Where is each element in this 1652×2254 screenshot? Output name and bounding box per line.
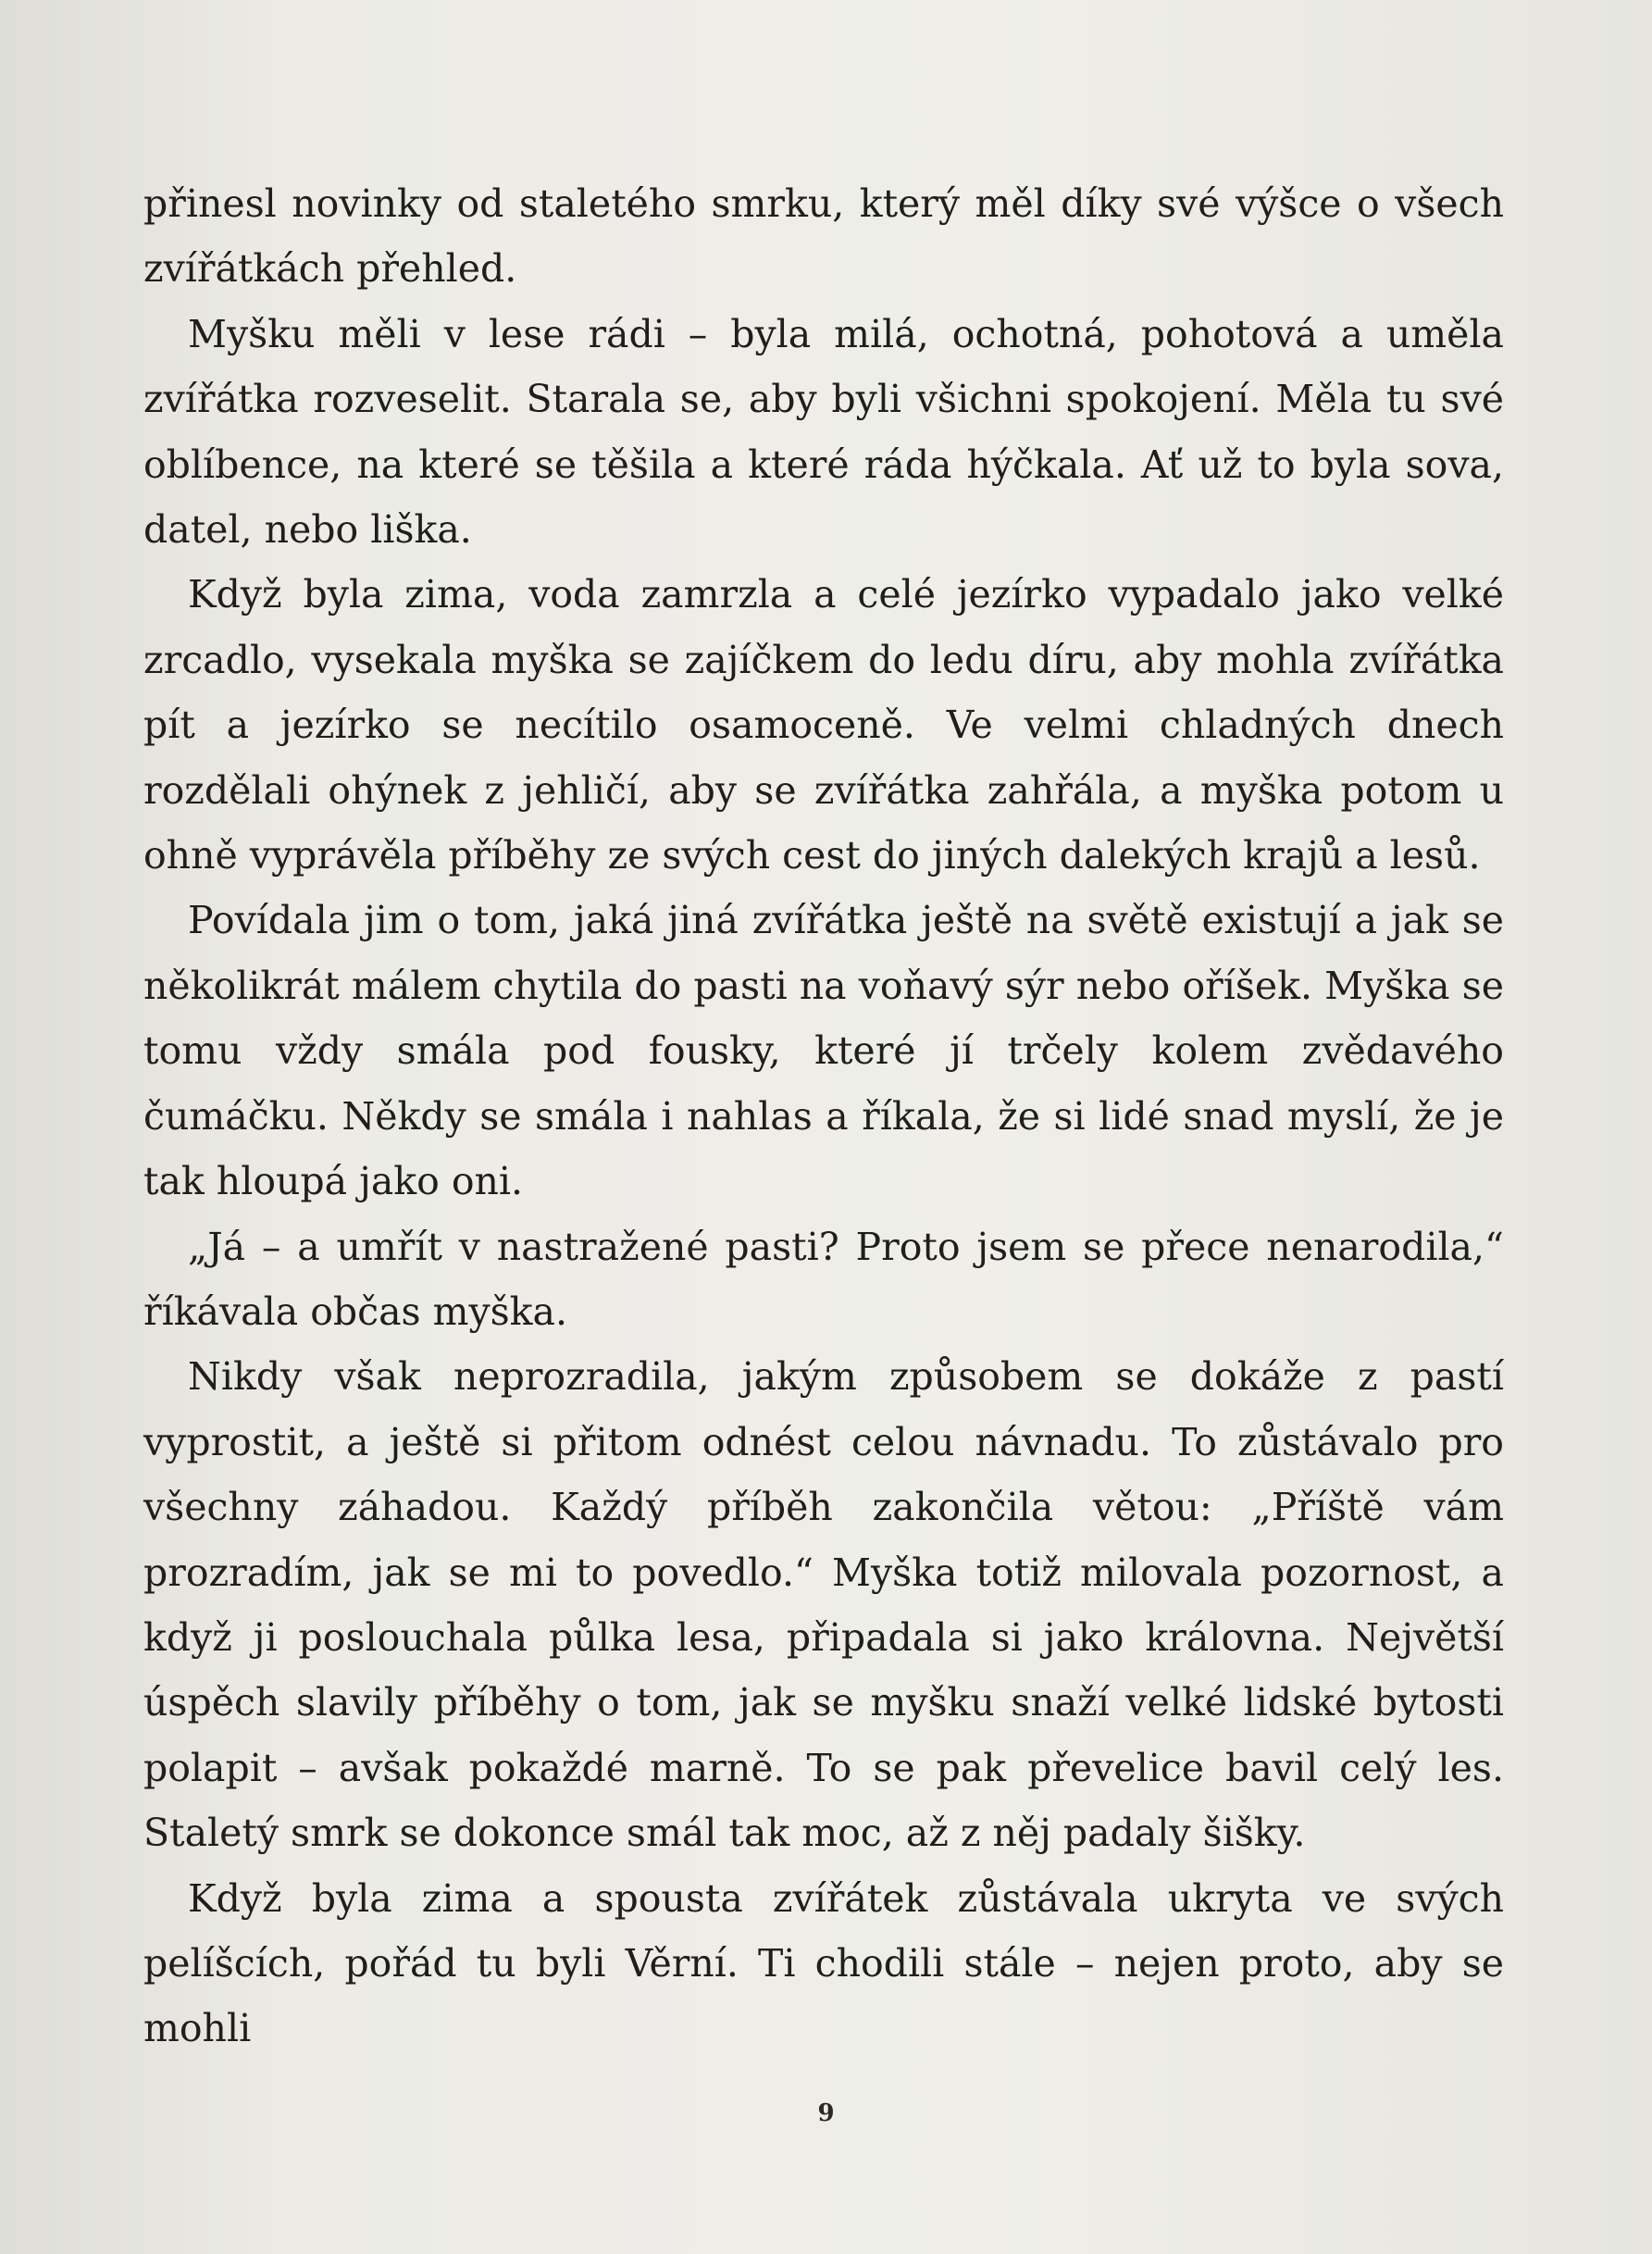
paragraph: „Já – a umřít v nastražené pasti? Proto jsem se přece nenarodila,“ říkávala občas myška.: [143, 1224, 1504, 1334]
body-text: [143, 171, 1504, 2061]
paragraph: Povídala jim o tom, jaká jiná zvířátka ještě na světě existují a jak se několikrát málem chytila do pasti na voňavý sýr nebo oříšek. Myška se tomu vždy smála pod fousky, které jí trčely kolem zvědavého čumáčku. Někdy se smála i nahlas a říkala, že si lidé snad myslí, že je tak hloupá jako oni.: [143, 898, 1504, 1204]
page-number: 9: [817, 2099, 835, 2127]
paragraph: Myšku měli v lese rádi – byla milá, ochotná, pohotová a uměla zvířátka rozveselit. Starala se, aby byli všichni spokojení. Měla tu své oblíbence, na které se těšila a které ráda hýčkala. Ať už to byla sova, datel, nebo liška.: [143, 311, 1504, 553]
paragraph: Když byla zima, voda zamrzla a celé jezírko vypadalo jako velké zrcadlo, vysekala myška se zajíčkem do ledu díru, aby mohla zvířátka pít a jezírko se necítilo osamoceně. Ve velmi chladných dnech rozdělali ohýnek z jehličí, aby se zvířátka zahřála, a myška potom u ohně vyprávěla příběhy ze svých cest do jiných dalekých krajů a lesů.: [143, 572, 1504, 878]
paragraph: Nikdy však neprozradila, jakým způsobem se dokáže z pastí vyprostit, a ještě si přitom odnést celou návnadu. To zůstávalo pro všechny záhadou. Každý příběh zakončila větou: „Příště vám prozradím, jak se mi to povedlo.“ Myška totiž milovala pozornost, a když ji poslouchala půlka lesa, připadala si jako královna. Největší úspěch slavily příběhy o tom, jak se myšku snaží velké lidské bytosti polapit – avšak pokaždé marně. To se pak převelice bavil celý les. Staletý smrk se dokonce smál tak moc, až z něj padaly šišky.: [143, 1354, 1504, 1856]
paragraph: Když byla zima a spousta zvířátek zůstávala ukryta ve svých pelíšcích, pořád tu byli Věrní. Ti chodili stále – nejen proto, aby se mohli: [143, 1875, 1504, 2051]
paragraph-continued: přinesl novinky od staletého smrku, který měl díky své výšce o všech zvířátkách přehled.: [143, 181, 1504, 292]
